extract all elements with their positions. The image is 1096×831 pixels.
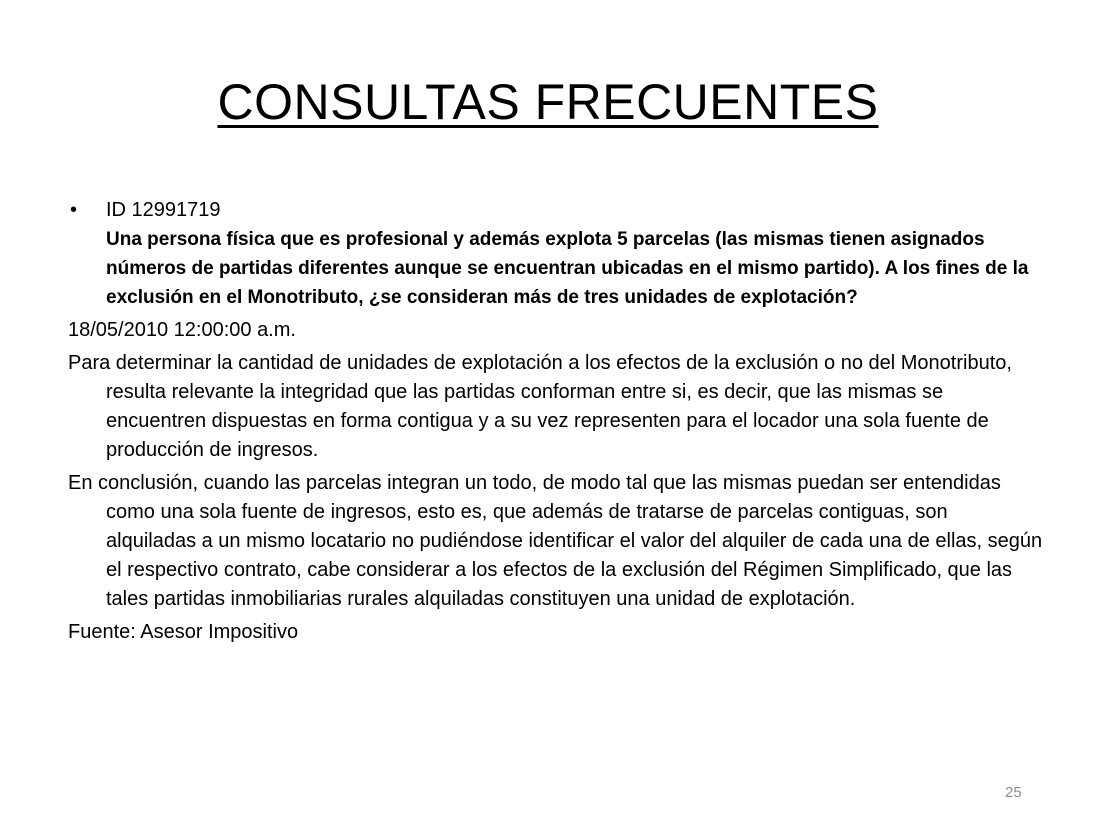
bullet-icon: • [70, 199, 78, 221]
item-id: ID 12991719 [106, 199, 221, 221]
page-number: 25 [1005, 784, 1022, 801]
source-text: Fuente: Asesor Impositivo [68, 621, 299, 643]
answer-paragraph-2: En conclusión, cuando las parcelas integran un todo, de modo tal que las mismas puedan ser entendidas como una sola fuente de ingresos, esto es, que además de tratarse de parcelas contiguas, son alquiladas a un mismo locatario no pudiéndose identificar el valor del alquiler de cada una de ellas, según el respectivo contrato, cabe considerar a los efectos de la exclusión del Régimen Simplificado, que las tales partidas inmobiliarias rurales alquiladas constituyen una unidad de explotación. [68, 472, 1043, 610]
slide-content [68, 196, 1043, 647]
bullet-item [68, 196, 1043, 312]
slide-title: CONSULTAS FRECUENTES [217, 74, 879, 130]
answer-date: 18/05/2010 12:00:00 a.m. [68, 319, 296, 341]
answer-paragraph-1: Para determinar la cantidad de unidades de explotación a los efectos de la exclusión o no del Monotributo, resulta relevante la integridad que las partidas conforman entre si, es decir, que las mismas se encuentren dispuestas en forma contigua y a su vez representen para el locador una sola fuente de producción de ingresos. [68, 352, 1012, 461]
question-text: Una persona física que es profesional y además explota 5 parcelas (las mismas tienen asignados números de partidas diferentes aunque se encuentran ubicadas en el mismo partido). A los fines de la exclusión en el Monotributo, ¿se consideran más de tres unidades de explotación? [106, 229, 1029, 308]
